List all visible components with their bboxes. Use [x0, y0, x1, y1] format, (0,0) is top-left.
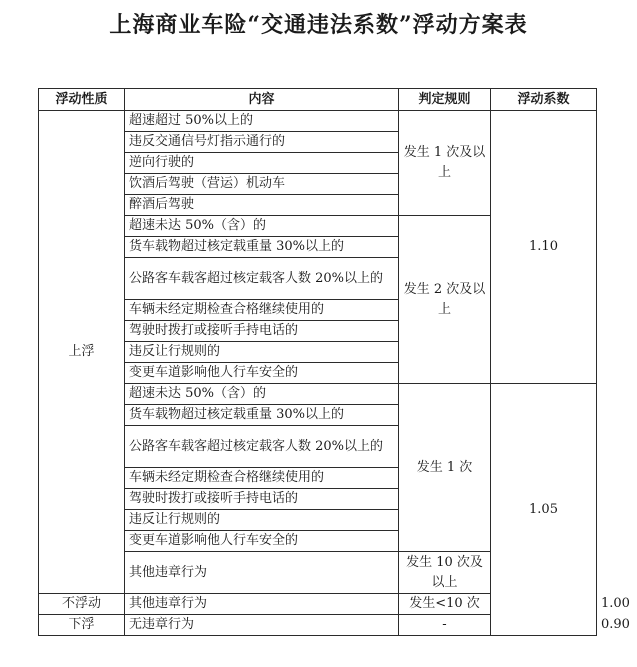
coefficient-cell: 1.10 [491, 111, 597, 384]
page-title: 上海商业车险“交通违法系数”浮动方案表 [109, 12, 528, 38]
table-row: 下浮 无违章行为 - 0.90 [39, 615, 597, 636]
nature-flat-cell: 不浮动 [39, 594, 125, 615]
rule-cell: 发生 1 次 [399, 384, 491, 552]
rule-cell: 发生 1 次及以上 [399, 111, 491, 216]
content-cell: 无违章行为 [125, 615, 399, 636]
content-cell: 超速超过 50%以上的 [125, 111, 399, 132]
table-row [39, 111, 597, 132]
content-cell: 变更车道影响他人行车安全的 [125, 531, 399, 552]
rule-cell: 发生 2 次及以上 [399, 216, 491, 384]
rule-cell: 发生 10 次及以上 [399, 552, 491, 594]
header-rule: 判定规则 [399, 89, 491, 111]
content-cell: 驾驶时拨打或接听手持电话的 [125, 321, 399, 342]
content-cell: 公路客车载客超过核定载客人数 20%以上的 [125, 258, 399, 300]
header-content: 内容 [125, 89, 399, 111]
content-cell: 超速未达 50%（含）的 [125, 384, 399, 405]
content-cell: 违反交通信号灯指示通行的 [125, 132, 399, 153]
header-nature: 浮动性质 [39, 89, 125, 111]
table-row: 不浮动 其他违章行为 发生<10 次 1.00 [39, 594, 597, 615]
nature-down-cell: 下浮 [39, 615, 125, 636]
content-cell: 违反让行规则的 [125, 510, 399, 531]
content-cell: 逆向行驶的 [125, 153, 399, 174]
coefficient-cell: 1.05 [491, 384, 597, 636]
content-cell: 其他违章行为 [125, 552, 399, 594]
content-cell: 货车载物超过核定载重量 30%以上的 [125, 237, 399, 258]
content-cell: 公路客车载客超过核定载客人数 20%以上的 [125, 426, 399, 468]
content-cell: 货车载物超过核定载重量 30%以上的 [125, 405, 399, 426]
content-cell: 醉酒后驾驶 [125, 195, 399, 216]
floating-coefficient-table [38, 88, 630, 636]
content-cell: 饮酒后驾驶（营运）机动车 [125, 174, 399, 195]
rule-cell: - [399, 615, 491, 636]
nature-up-cell: 上浮 [39, 111, 125, 594]
content-cell: 其他违章行为 [125, 594, 399, 615]
header-coefficient: 浮动系数 [491, 89, 597, 111]
content-cell: 变更车道影响他人行车安全的 [125, 363, 399, 384]
content-cell: 车辆未经定期检查合格继续使用的 [125, 468, 399, 489]
content-cell: 驾驶时拨打或接听手持电话的 [125, 489, 399, 510]
content-cell: 违反让行规则的 [125, 342, 399, 363]
content-cell: 车辆未经定期检查合格继续使用的 [125, 300, 399, 321]
table-header-row [39, 89, 597, 111]
rule-cell: 发生<10 次 [399, 594, 491, 615]
content-cell: 超速未达 50%（含）的 [125, 216, 399, 237]
